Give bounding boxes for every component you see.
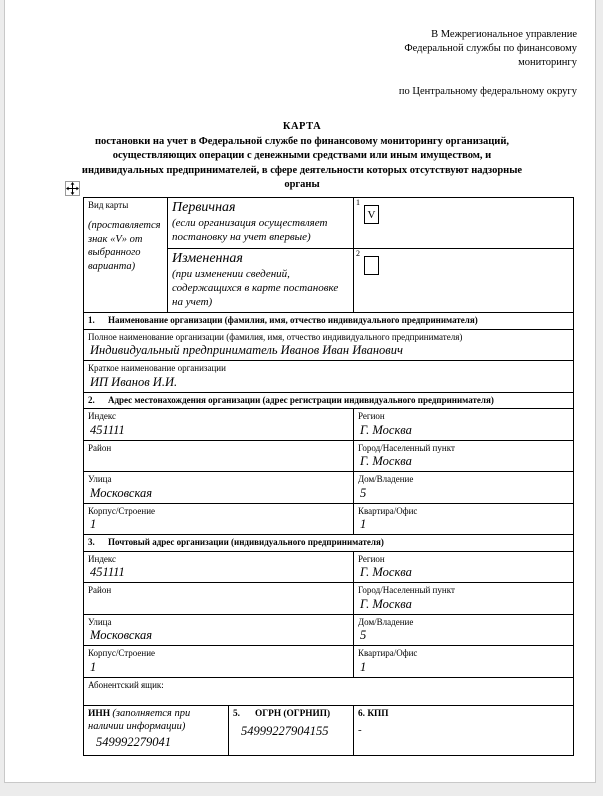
- table-move-handle-icon[interactable]: [65, 181, 80, 196]
- short-name-value[interactable]: ИП Иванов И.И.: [90, 374, 178, 389]
- addressee-line-1: В Межрегиональное управление: [431, 29, 577, 40]
- section-2-index-region-row: [84, 409, 574, 441]
- section-3-region-cell[interactable]: [354, 551, 574, 583]
- section-3-building-cell[interactable]: [84, 646, 354, 678]
- full-name-label: Полное наименование организации (фамилия, имя, отчество индивидуального предпринимателя): [88, 331, 463, 342]
- document-page: [4, 0, 596, 783]
- section-1-number: 1.: [88, 315, 95, 325]
- po-box-cell[interactable]: [84, 677, 574, 705]
- title-line-3: индивидуальных предпринимателей, в сфере деятельности которых отсутствуют надзорные: [81, 164, 523, 176]
- section-2-house-cell[interactable]: [354, 472, 574, 504]
- section-2-building-value[interactable]: 1: [90, 517, 97, 531]
- section-3-building-flat-row: [84, 646, 574, 678]
- kpp-number: 6.: [358, 708, 365, 719]
- card-kind-note: (проставляется знак «V» от выбранного варианта): [88, 220, 161, 272]
- section-3-district-label: Район: [88, 585, 112, 595]
- section-2-building-flat-row: [84, 503, 574, 535]
- card-kind-checkbox-modified-cell[interactable]: [354, 249, 574, 313]
- card-kind-option-modified-desc: (при изменении сведений, содержащихся в карте постановке на учет): [172, 268, 339, 308]
- section-3-street-label: Улица: [88, 616, 112, 627]
- card-kind-option-primary-cell: [168, 198, 354, 249]
- full-name-value[interactable]: Индивидуальный предприниматель Иванов Иван Иванович: [90, 343, 403, 357]
- card-kind-option-primary-number: 1: [356, 198, 360, 207]
- section-2-flat-cell[interactable]: [354, 503, 574, 535]
- section-3-district-cell[interactable]: [84, 583, 354, 615]
- short-name-cell[interactable]: [84, 361, 574, 393]
- ogrn-number: 5.: [233, 708, 240, 719]
- section-3-district-value[interactable]: [88, 597, 349, 612]
- section-2-district-cell[interactable]: [84, 440, 354, 472]
- kpp-label-line: [358, 707, 569, 724]
- ogrn-value[interactable]: 54999227904155: [241, 724, 329, 738]
- section-3-street-cell[interactable]: [84, 614, 354, 646]
- ogrn-cell[interactable]: [229, 705, 354, 755]
- section-3-heading: Почтовый адрес организации (индивидуального предпринимателя): [108, 537, 384, 547]
- addressee-line-2: Федеральной службы по финансовому: [404, 43, 577, 55]
- section-2-district-label: Район: [88, 442, 112, 453]
- full-name-cell[interactable]: [84, 329, 574, 361]
- section-2-building-cell[interactable]: [84, 503, 354, 535]
- card-kind-label: Вид карты: [88, 200, 129, 210]
- section-3-po-box-row: [84, 677, 574, 705]
- section-2-heading-cell: [84, 392, 574, 409]
- section-2-street-value[interactable]: Московская: [90, 485, 153, 500]
- registration-card-table: [83, 197, 574, 756]
- section-2-index-value[interactable]: 451111: [90, 422, 125, 437]
- section-2-index-cell[interactable]: [84, 409, 354, 441]
- checkbox-primary[interactable]: V: [364, 205, 379, 224]
- kpp-label: КПП: [367, 708, 389, 719]
- section-2-house-value[interactable]: 5: [360, 485, 367, 500]
- section-2-street-house-row: [84, 472, 574, 504]
- section-2-house-label: Дом/Владение: [358, 474, 414, 484]
- ogrn-label: ОГРН (ОГРНИП): [255, 708, 331, 719]
- section-1-heading: Наименование организации (фамилия, имя, отчество индивидуального предпринимателя): [108, 315, 478, 325]
- section-3-street-house-row: [84, 614, 574, 646]
- card-kind-option-modified-cell: [168, 249, 354, 313]
- section-1-short-name-row: [84, 361, 574, 393]
- addressee-line-4: по Центральному федеральному округу: [398, 85, 577, 97]
- section-1-heading-row: [84, 313, 574, 330]
- section-3-flat-value[interactable]: 1: [360, 659, 367, 674]
- section-1-full-name-row: [84, 329, 574, 361]
- section-3-flat-cell[interactable]: [354, 646, 574, 678]
- section-3-city-label: Город/Населенный пункт: [358, 585, 455, 595]
- addressee-spacer: [305, 71, 577, 85]
- section-3-index-cell[interactable]: [84, 551, 354, 583]
- section-3-region-label: Регион: [358, 553, 385, 564]
- title-line-4: органы: [284, 179, 320, 190]
- section-3-index-value[interactable]: 451111: [90, 565, 125, 579]
- inn-label-line: [88, 707, 224, 734]
- section-3-heading-cell: [84, 535, 574, 552]
- section-3-district-city-row: [84, 583, 574, 615]
- po-box-label: Абонентский ящик:: [88, 679, 164, 690]
- section-3-index-label: Индекс: [88, 553, 117, 564]
- page-title: КАРТА: [282, 121, 322, 132]
- section-2-city-value[interactable]: Г. Москва: [360, 454, 412, 468]
- card-kind-option-primary-desc: (если организация осуществляет постановку на учет впервые): [172, 217, 328, 243]
- section-3-heading-row: [84, 535, 574, 552]
- title-line-2: осуществляющих операции с денежными средствами или иным имуществом, и: [112, 150, 492, 161]
- section-2-district-value[interactable]: [88, 454, 349, 469]
- short-name-label: Краткое наименование организации: [88, 363, 226, 373]
- section-2-flat-label: Квартира/Офис: [358, 505, 418, 516]
- ogrn-label-line: [233, 707, 349, 724]
- section-3-number: 3.: [88, 537, 95, 547]
- section-2-building-label: Корпус/Строение: [88, 505, 156, 516]
- inn-note: (заполняется при наличии информации): [88, 707, 191, 732]
- section-3-house-value[interactable]: 5: [360, 628, 367, 642]
- section-3-house-label: Дом/Владение: [358, 616, 414, 627]
- identifiers-row: [84, 705, 574, 755]
- section-3-building-label: Корпус/Строение: [88, 648, 156, 658]
- section-2-heading: Адрес местонахождения организации (адрес регистрации индивидуального предпринимателя): [108, 394, 494, 405]
- inn-label: ИНН: [88, 708, 111, 719]
- section-3-index-region-row: [84, 551, 574, 583]
- section-2-region-cell[interactable]: [354, 409, 574, 441]
- section-3-house-cell[interactable]: [354, 614, 574, 646]
- section-3-flat-label: Квартира/Офис: [358, 648, 418, 658]
- document-title-block: [67, 120, 537, 193]
- section-2-city-label: Город/Населенный пункт: [358, 442, 455, 453]
- card-kind-row-primary: [84, 198, 574, 249]
- section-2-index-label: Индекс: [88, 411, 117, 421]
- section-2-district-city-row: [84, 440, 574, 472]
- section-2-region-value[interactable]: Г. Москва: [360, 422, 412, 437]
- section-3-city-value[interactable]: Г. Москва: [360, 596, 412, 611]
- addressee-line-3: мониторингу: [518, 57, 577, 69]
- inn-value[interactable]: 549992279041: [96, 734, 171, 749]
- title-line-1: постановки на учет в Федеральной службе по финансовому мониторингу организаций,: [95, 135, 509, 147]
- kpp-cell[interactable]: [354, 705, 574, 755]
- section-2-number: 2.: [88, 394, 95, 405]
- kpp-value[interactable]: -: [358, 724, 362, 736]
- card-kind-label-cell: [84, 198, 168, 313]
- section-3-region-value[interactable]: Г. Москва: [360, 565, 412, 579]
- section-3-city-cell[interactable]: [354, 583, 574, 615]
- section-3-street-value[interactable]: Московская: [90, 628, 153, 642]
- card-kind-option-modified-number: 2: [356, 249, 360, 258]
- section-2-street-label: Улица: [88, 474, 112, 484]
- section-2-heading-row: [84, 392, 574, 409]
- section-3-building-value[interactable]: 1: [90, 659, 97, 674]
- section-2-region-label: Регион: [358, 411, 385, 421]
- section-1-heading-cell: [84, 313, 574, 330]
- card-kind-option-primary-name: Первичная: [172, 200, 236, 215]
- checkbox-modified[interactable]: [364, 256, 379, 275]
- addressee-block: [305, 28, 577, 99]
- inn-cell[interactable]: [84, 705, 229, 755]
- section-2-street-cell[interactable]: [84, 472, 354, 504]
- card-kind-option-modified-name: Измененная: [172, 251, 243, 266]
- section-2-city-cell[interactable]: [354, 440, 574, 472]
- section-2-flat-value[interactable]: 1: [360, 517, 367, 531]
- card-kind-checkbox-primary-cell[interactable]: [354, 198, 574, 249]
